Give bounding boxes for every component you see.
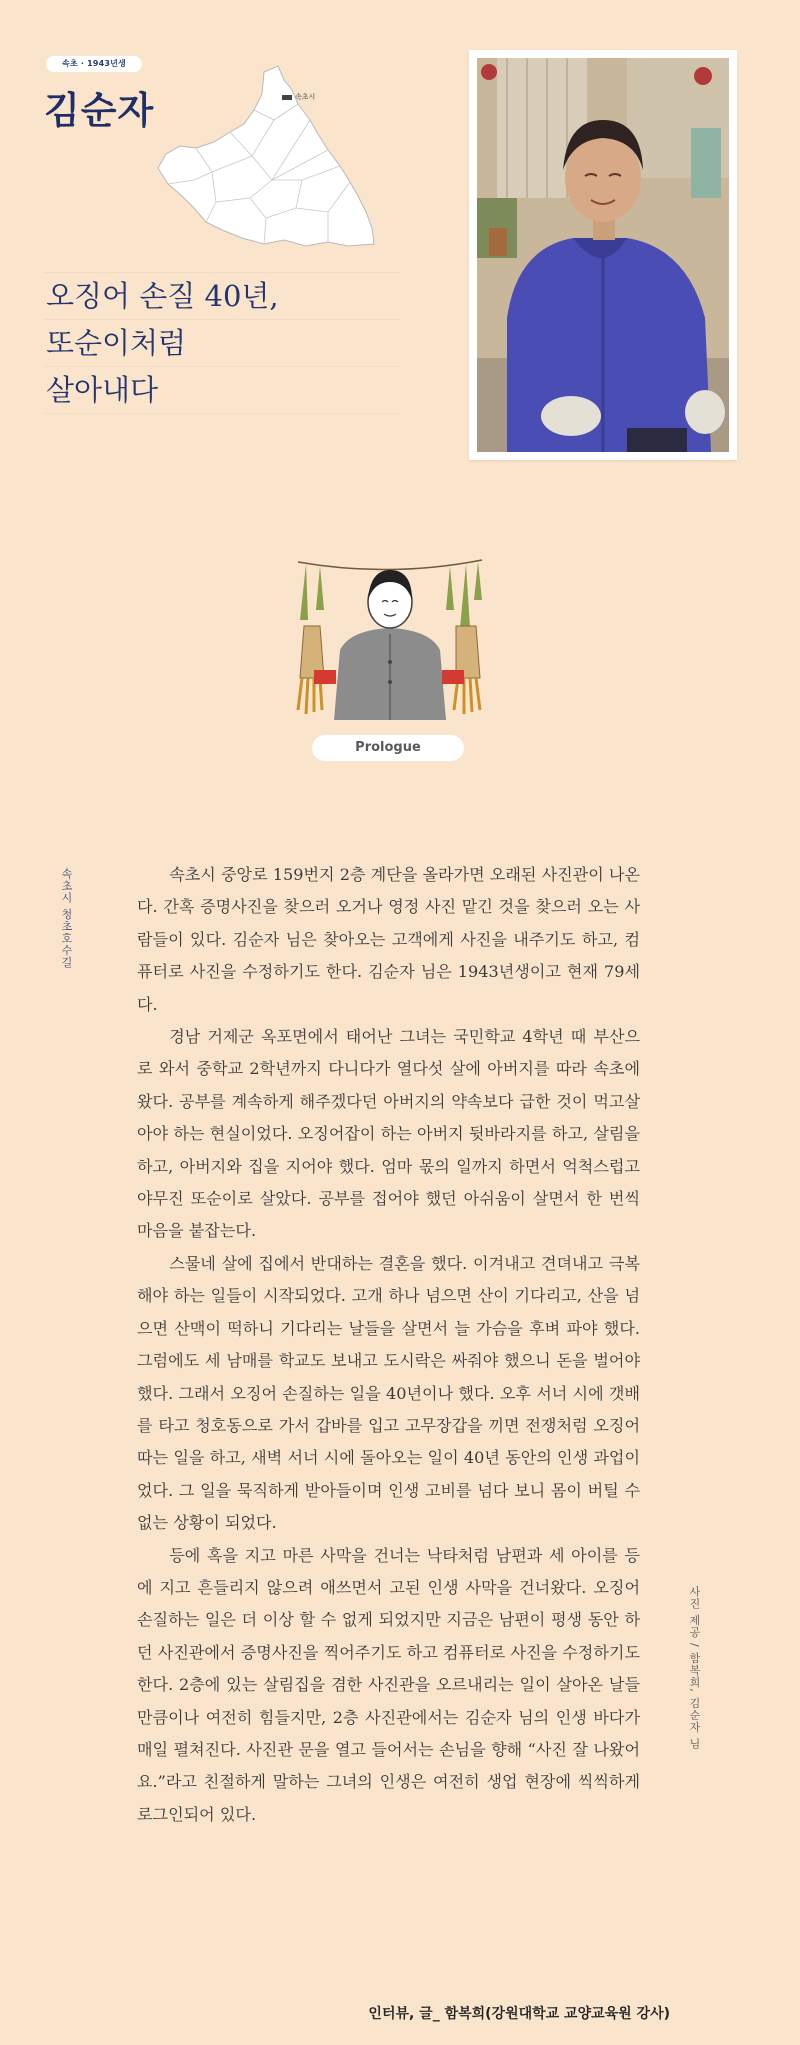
author-credit: 인터뷰, 글_ 함복희(강원대학교 교양교육원 강사) (368, 2006, 670, 2022)
profile-badge: 속초 · 1943년생 (46, 56, 142, 72)
portrait-photo (469, 50, 737, 460)
article-body (137, 859, 640, 1831)
headline-line-2: 또순이처럼 (44, 319, 400, 366)
headline-divider (44, 413, 400, 458)
right-squid (442, 626, 480, 714)
drying-line (298, 560, 482, 570)
article-paragraph-1: 속초시 중앙로 159번지 2층 계단을 올라가면 오래된 사진관이 나온다. 간혹 증명사진을 찾으러 오거나 영정 사진 맡긴 것을 찾으러 오는 사람들이 있다. 김순자 님은 찾아오는 고객에게 사진을 내주기도 하고, 컴퓨터로 사진을 수정하기도 한다. 김순자 님은 1943년생이고 현재 79세다. (137, 865, 640, 1014)
left-glove (541, 396, 601, 436)
article-paragraph-4: 등에 혹을 지고 마른 사막을 건너는 낙타처럼 남편과 세 아이를 등에 지고 흔들리지 않으려 애쓰면서 고된 인생 사막을 건너왔다. 오징어 손질하는 일은 더 이상 할 수 없게 되었지만 지금은 남편이 평생 동안 하던 사진관에서 증명사진을 찍어주기도 하고 컴퓨터로 사진을 수정하기도 한다. 2층에 있는 살림집을 겸한 사진관을 오르내리는 일이 살아온 날들만큼이나 여전히 힘들지만, 2층 사진관에서는 김순자 님의 인생 바다가 매일 펼쳐진다. 사진관 문을 열고 들어서는 손님을 향해 “사진 잘 나왔어요.”라고 친절하게 말하는 그녀의 인생은 여전히 생업 현장에 씩씩하게 로그인되어 있다. (137, 1545, 640, 1824)
left-side-caption: 속초시 청초호수길 (60, 868, 73, 969)
prologue-label: Prologue (312, 735, 464, 761)
prologue-illustration (290, 550, 490, 720)
right-side-caption: 사진 제공 / 함복희, 김순자 님 (688, 1586, 701, 1750)
map-label-sokcho: 속초시 (295, 93, 316, 101)
subject-name: 김순자 (44, 89, 155, 132)
headline-line-1: 오징어 손질 40년, (44, 272, 400, 319)
article-paragraph-2: 경남 거제군 옥포면에서 태어난 그녀는 국민학교 4학년 때 부산으로 와서 중학교 2학년까지 다니다가 열다섯 살에 아버지를 따라 속초에 왔다. 공부를 계속하게 해주겠다던 아버지의 약속보다 급한 것이 먹고살아야 하는 현실이었다. 오징어잡이 하는 아버지 뒷바라지를 하고, 살림을 하고, 아버지와 집을 지어야 했다. 엄마 몫의 일까지 하면서 억척스럽고 야무진 또순이로 살았다. 공부를 접어야 했던 아쉬움이 살면서 한 번씩 마음을 붙잡는다. (137, 1027, 640, 1241)
left-squid (298, 626, 336, 714)
article-paragraph-3: 스물네 살에 집에서 반대하는 결혼을 했다. 이겨내고 견뎌내고 극복해야 하는 일들이 시작되었다. 고개 하나 넘으면 산이 기다리고, 산을 넘으면 산맥이 떡하니 기다리는 날들을 살면서 늘 가슴을 후벼 파야 했다. 그럼에도 세 남매를 학교도 보내고 도시락은 싸줘야 했으니 돈을 벌어야 했다. 그래서 오징어 손질하는 일을 40년이나 했다. 오후 서너 시에 갯배를 타고 청호동으로 가서 갑바를 입고 고무장갑을 끼면 전쟁처럼 오징어 따는 일을 하고, 새벽 서너 시에 돌아오는 일이 40년 동안의 인생 과업이었다. 그 일을 묵직하게 받아들이며 인생 고비를 넘다 보니 몸이 버틸 수 없는 상황이 되었다. (137, 1253, 640, 1533)
right-glove (685, 390, 725, 434)
sokcho-marker (282, 95, 292, 100)
headline (44, 272, 400, 458)
gangwon-map (152, 62, 392, 252)
headline-line-3: 살아내다 (44, 366, 400, 413)
jacket (507, 238, 711, 452)
portrait-image (477, 58, 729, 452)
